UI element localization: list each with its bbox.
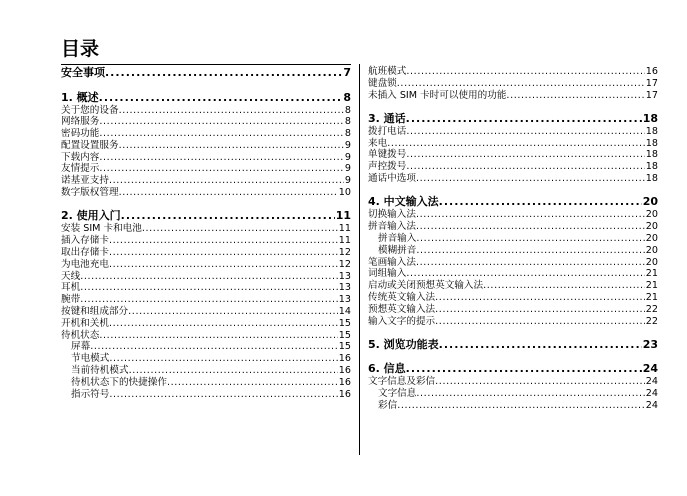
- toc-entry-label: 耳机: [61, 282, 81, 294]
- toc-dot-leader: [483, 280, 645, 292]
- toc-entry-label: 键盘锁: [368, 77, 397, 89]
- toc-page-number: 24: [645, 399, 658, 411]
- toc-page-number: 23: [642, 337, 658, 351]
- toc-page-number: 21: [645, 268, 658, 280]
- toc-column-left: [61, 66, 351, 400]
- toc-dot-leader: [109, 175, 344, 187]
- toc-dot-leader: [435, 304, 645, 316]
- toc-page-number: 24: [645, 376, 658, 388]
- toc-dot-leader: [406, 126, 644, 138]
- toc-entry[interactable]: [61, 152, 351, 164]
- toc-entry[interactable]: [61, 353, 351, 365]
- toc-page-number: 16: [645, 66, 658, 77]
- toc-entry-label: 拨打电话: [368, 125, 407, 137]
- toc-entry-label: 密码功能: [61, 128, 100, 140]
- toc-page-number: 9: [344, 163, 351, 175]
- toc-dot-leader: [406, 112, 642, 126]
- toc-entry-label: 按键和组成部分: [61, 305, 129, 317]
- toc-entry-label: 预想英文输入法: [368, 303, 436, 315]
- toc-dot-leader: [119, 105, 344, 117]
- toc-section-heading[interactable]: [61, 91, 351, 105]
- toc-entry-label: 航班模式: [368, 66, 407, 77]
- toc-page-number: 7: [343, 66, 351, 79]
- toc-entry-label: 文字信息及彩信: [368, 376, 436, 388]
- toc-dot-leader: [121, 209, 335, 223]
- toc-entry-label: 关于您的设备: [61, 104, 119, 116]
- toc-dot-leader: [416, 257, 645, 269]
- toc-entry[interactable]: [61, 306, 351, 318]
- toc-dot-leader: [416, 221, 645, 233]
- toc-dot-leader: [416, 245, 644, 257]
- toc-page-number: 21: [645, 280, 658, 292]
- toc-page-number: 16: [338, 364, 351, 376]
- toc-entry-label: 4. 中文输入法: [368, 195, 439, 209]
- toc-entry-label: 彩信: [378, 399, 398, 411]
- toc-dot-leader: [99, 330, 337, 342]
- toc-entry-label: 词组输入: [368, 268, 407, 280]
- toc-entry[interactable]: [61, 105, 351, 117]
- toc-dot-leader: [397, 400, 645, 412]
- section-gap: [61, 199, 351, 210]
- toc-entry[interactable]: [61, 341, 351, 353]
- section-gap: [368, 101, 658, 112]
- toc-entry[interactable]: [61, 163, 351, 175]
- toc-entry[interactable]: [61, 294, 351, 306]
- toc-dot-leader: [119, 140, 344, 152]
- toc-entry[interactable]: [61, 259, 351, 271]
- toc-page-number: 20: [645, 232, 658, 244]
- toc-page-number: 8: [344, 116, 351, 128]
- toc-section-heading[interactable]: [61, 209, 351, 223]
- section-gap: [368, 185, 658, 196]
- toc-dot-leader: [109, 318, 338, 330]
- toc-entry-label: 笔画输入法: [368, 256, 416, 268]
- toc-page-number: 22: [645, 303, 658, 315]
- toc-page-number: 22: [645, 315, 658, 327]
- toc-entry[interactable]: [61, 235, 351, 247]
- toc-entry[interactable]: [368, 316, 658, 328]
- toc-entry-label: 1. 概述: [61, 90, 99, 104]
- toc-dot-leader: [109, 353, 337, 365]
- toc-dot-leader: [406, 149, 644, 161]
- toc-page-number: 15: [338, 317, 351, 329]
- toc-dot-leader: [387, 138, 645, 150]
- toc-page-number: 15: [338, 341, 351, 353]
- toc-entry[interactable]: [368, 149, 658, 161]
- toc-page-number: 17: [645, 77, 658, 89]
- toc-entry-label: 未插入 SIM 卡时可以使用的功能: [368, 89, 507, 101]
- toc-entry-label: 来电: [368, 137, 388, 149]
- toc-section-heading[interactable]: [368, 112, 658, 126]
- toc-dot-leader: [142, 223, 338, 235]
- toc-entry-label: 文字信息: [378, 388, 417, 400]
- toc-entry[interactable]: [61, 223, 351, 235]
- toc-dot-leader: [80, 294, 338, 306]
- toc-page-number: 14: [338, 305, 351, 317]
- toc-entry-label: 网络服务: [61, 116, 100, 128]
- toc-entry[interactable]: [61, 116, 351, 128]
- toc-entry-label: 启动或关闭预想英文输入法: [368, 280, 484, 292]
- toc-entry[interactable]: [61, 187, 351, 199]
- toc-page-number: 12: [338, 258, 351, 270]
- toc-page-number: 21: [645, 291, 658, 303]
- toc-entry[interactable]: [368, 78, 658, 90]
- toc-page-number: 24: [642, 362, 658, 376]
- section-gap: [368, 352, 658, 363]
- toc-entry-label: 5. 浏览功能表: [368, 337, 439, 351]
- toc-page-number: 16: [338, 388, 351, 400]
- toc-entry[interactable]: [61, 389, 351, 401]
- section-gap: [61, 80, 351, 91]
- toc-dot-leader: [439, 338, 642, 352]
- toc-page-number: 20: [645, 221, 658, 233]
- toc-entry-label: 下载内容: [61, 151, 100, 163]
- page-title: 目录: [61, 38, 100, 60]
- toc-entry-label: 6. 信息: [368, 362, 406, 376]
- toc-entry-label: 待机状态下的快捷操作: [71, 376, 167, 388]
- toc-dot-leader: [99, 128, 344, 140]
- toc-dot-leader: [90, 341, 338, 353]
- toc-page-number: 9: [344, 175, 351, 187]
- toc-entry[interactable]: [61, 140, 351, 152]
- toc-dot-leader: [167, 377, 338, 389]
- toc-entry[interactable]: [368, 233, 658, 245]
- toc-entry[interactable]: [368, 268, 658, 280]
- toc-dot-leader: [416, 388, 644, 400]
- toc-page-number: 24: [645, 388, 658, 400]
- toc-entry-label: 2. 使用入门: [61, 209, 121, 223]
- toc-dot-leader: [416, 209, 645, 221]
- toc-entry[interactable]: [368, 304, 658, 316]
- toc-entry-label: 开机和关机: [61, 317, 109, 329]
- toc-entry-label: 屏幕: [71, 341, 91, 353]
- title-rule: [61, 64, 351, 65]
- toc-entry-label: 输入文字的提示: [368, 315, 436, 327]
- toc-entry-label: 插入存储卡: [61, 235, 109, 247]
- toc-entry-label: 安全事项: [61, 66, 105, 79]
- toc-entry[interactable]: [368, 292, 658, 304]
- toc-dot-leader: [128, 306, 338, 318]
- toc-page-number: 12: [338, 246, 351, 258]
- toc-entry-label: 切换输入法: [368, 209, 416, 221]
- toc-entry-label: 配置设置服务: [61, 139, 119, 151]
- toc-dot-leader: [416, 233, 644, 245]
- toc-dot-leader: [416, 173, 645, 185]
- toc-page-number: 15: [338, 329, 351, 341]
- toc-section-heading[interactable]: [368, 338, 658, 352]
- toc-dot-leader: [435, 292, 645, 304]
- toc-entry-label: 节电模式: [71, 353, 110, 365]
- toc-entry[interactable]: [368, 257, 658, 269]
- toc-entry-label: 为电池充电: [61, 258, 109, 270]
- toc-page-number: 11: [335, 209, 351, 223]
- toc-entry[interactable]: [368, 400, 658, 412]
- toc-entry[interactable]: [61, 175, 351, 187]
- toc-dot-leader: [406, 161, 644, 173]
- toc-entry[interactable]: [61, 377, 351, 389]
- toc-dot-leader: [99, 116, 344, 128]
- toc-page-number: 17: [645, 89, 658, 101]
- toc-dot-leader: [506, 90, 644, 102]
- toc-entry-label: 安装 SIM 卡和电池: [61, 223, 142, 235]
- toc-page-number: 18: [645, 161, 658, 173]
- toc-dot-leader: [99, 91, 343, 105]
- toc-dot-leader: [435, 316, 645, 328]
- toc-entry-label: 指示符号: [71, 388, 110, 400]
- toc-dot-leader: [406, 362, 642, 376]
- toc-entry[interactable]: [61, 128, 351, 140]
- toc-dot-leader: [439, 195, 642, 209]
- toc-dot-leader: [109, 247, 338, 259]
- toc-dot-leader: [80, 271, 338, 283]
- toc-dot-leader: [109, 259, 338, 271]
- toc-dot-leader: [397, 78, 645, 90]
- toc-dot-leader: [406, 268, 644, 280]
- toc-entry-label: 当前待机模式: [71, 364, 129, 376]
- toc-page-number: 18: [645, 137, 658, 149]
- toc-entry-label: 待机状态: [61, 329, 100, 341]
- toc-dot-leader: [80, 282, 338, 294]
- toc-page-number: 18: [645, 173, 658, 185]
- toc-entry[interactable]: [368, 173, 658, 185]
- toc-page-number: 11: [338, 223, 351, 235]
- toc-page-number: 18: [645, 149, 658, 161]
- toc-column-right: [368, 66, 658, 412]
- toc-page-number: 20: [645, 244, 658, 256]
- toc-entry[interactable]: [61, 271, 351, 283]
- toc-entry[interactable]: [368, 161, 658, 173]
- toc-dot-leader: [129, 365, 338, 377]
- toc-entry[interactable]: [368, 245, 658, 257]
- toc-page-number: 16: [338, 353, 351, 365]
- toc-dot-leader: [109, 235, 338, 247]
- toc-entry-label: 传统英文输入法: [368, 291, 436, 303]
- toc-entry[interactable]: [61, 318, 351, 330]
- toc-entry-label: 声控拨号: [368, 161, 407, 173]
- column-divider: [359, 64, 360, 455]
- toc-entry[interactable]: [368, 376, 658, 388]
- toc-entry-label: 通话中选项: [368, 173, 416, 185]
- toc-entry[interactable]: [368, 388, 658, 400]
- toc-page-number: 16: [338, 376, 351, 388]
- toc-page-number: 10: [338, 187, 351, 199]
- toc-dot-leader: [105, 66, 342, 80]
- toc-entry-label: 拼音输入: [378, 232, 417, 244]
- toc-dot-leader: [99, 152, 344, 164]
- toc-entry-label: 模糊拼音: [378, 244, 417, 256]
- toc-entry-label: 3. 通话: [368, 111, 406, 125]
- toc-section-heading[interactable]: [61, 66, 351, 80]
- toc-page-number: 13: [338, 282, 351, 294]
- toc-entry[interactable]: [61, 365, 351, 377]
- toc-entry[interactable]: [61, 282, 351, 294]
- toc-page-number: 8: [344, 128, 351, 140]
- toc-dot-leader: [406, 66, 644, 78]
- toc-page-number: 13: [338, 270, 351, 282]
- toc-entry[interactable]: [368, 209, 658, 221]
- toc-entry[interactable]: [368, 90, 658, 102]
- toc-page-number: 13: [338, 294, 351, 306]
- toc-entry-label: 取出存储卡: [61, 246, 109, 258]
- toc-page-number: 9: [344, 151, 351, 163]
- toc-entry-label: 数字版权管理: [61, 187, 119, 199]
- toc-entry[interactable]: [368, 221, 658, 233]
- toc-dot-leader: [435, 376, 645, 388]
- toc-section-heading[interactable]: [368, 195, 658, 209]
- toc-entry-label: 拼音输入法: [368, 221, 416, 233]
- toc-entry-label: 友情提示: [61, 163, 100, 175]
- toc-page-number: 20: [645, 209, 658, 221]
- toc-page-number: 8: [344, 104, 351, 116]
- section-gap: [368, 327, 658, 338]
- toc-page-number: 11: [338, 235, 351, 247]
- toc-page-number: 18: [642, 111, 658, 125]
- toc-entry-label: 腕带: [61, 294, 81, 306]
- toc-dot-leader: [109, 389, 337, 401]
- toc-page-number: 20: [642, 195, 658, 209]
- toc-entry[interactable]: [368, 138, 658, 150]
- toc-entry[interactable]: [368, 280, 658, 292]
- toc-dot-leader: [99, 163, 344, 175]
- toc-page-number: 8: [343, 90, 351, 104]
- toc-entry-label: 天线: [61, 270, 81, 282]
- toc-entry[interactable]: [368, 126, 658, 138]
- toc-entry-label: 单键拨号: [368, 149, 407, 161]
- toc-page-number: 20: [645, 256, 658, 268]
- toc-page-number: 18: [645, 125, 658, 137]
- toc-entry-label: 诺基亚支持: [61, 175, 109, 187]
- toc-entry[interactable]: [61, 247, 351, 259]
- toc-dot-leader: [119, 187, 338, 199]
- toc-section-heading[interactable]: [368, 362, 658, 376]
- toc-entry[interactable]: [61, 330, 351, 342]
- toc-page-number: 9: [344, 139, 351, 151]
- toc-entry[interactable]: [368, 66, 658, 78]
